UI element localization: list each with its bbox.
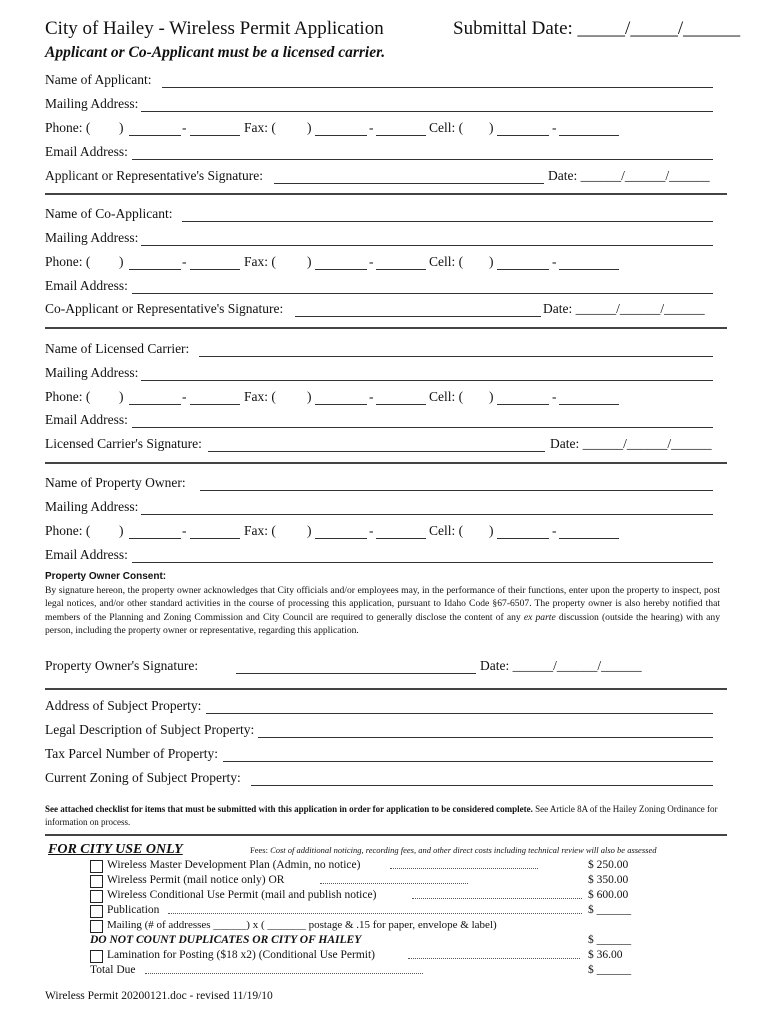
coapplicant-mailing-label: Mailing Address: (45, 230, 139, 245)
phone-field-b[interactable] (190, 538, 240, 539)
coapplicant-email-field[interactable] (132, 293, 713, 294)
fee-amount: $ 600.00 (588, 889, 629, 901)
fee-item-mailing (90, 919, 635, 934)
applicant-name-row (45, 72, 713, 90)
owner-mailing-field[interactable] (141, 514, 713, 515)
fee-amount: $ 350.00 (588, 874, 629, 886)
fax-field-a[interactable] (315, 135, 367, 136)
fax-field-a[interactable] (315, 538, 367, 539)
carrier-name-row (45, 341, 713, 359)
phone-field-a[interactable] (129, 404, 181, 405)
checkbox[interactable] (90, 860, 103, 873)
checklist-note-rest: See Article 8A of the Hailey Zoning Ordinance for information on process. (45, 804, 718, 827)
checklist-note-bold: See attached checklist for items that must be submitted with this application in order for application to be considered complete. (45, 804, 533, 814)
fees-note: Cost of additional noticing, recording fees, and other direct costs including technical review will also be assessed (270, 845, 657, 855)
section-divider (45, 462, 727, 464)
email-label: Email Address: (45, 278, 128, 293)
checkbox[interactable] (90, 905, 103, 918)
applicant-phone-row (45, 120, 713, 138)
fee-item-master-plan (90, 859, 635, 874)
section-divider (45, 688, 727, 690)
carrier-phone-row (45, 389, 713, 407)
total-due-row (90, 964, 635, 979)
coapplicant-email-row (45, 278, 713, 296)
coapplicant-signature-row (45, 301, 713, 319)
email-label: Email Address: (45, 412, 128, 427)
address-subject-field[interactable] (206, 713, 713, 714)
submittal-date[interactable]: Submittal Date: _____/_____/______ (453, 18, 741, 39)
cell-field-b[interactable] (559, 135, 619, 136)
legal-description-field[interactable] (258, 737, 713, 738)
leader-dots (320, 883, 468, 884)
consent-ex-parte: ex parte (523, 611, 556, 623)
dash: - (182, 254, 187, 269)
carrier-mailing-field[interactable] (141, 380, 713, 381)
owner-name-row (45, 475, 713, 493)
cell-field-b[interactable] (559, 404, 619, 405)
fax-label: Fax: ( (244, 120, 276, 135)
total-due-amount: $ ______ (588, 964, 632, 976)
paren: ) (119, 254, 124, 269)
carrier-email-field[interactable] (132, 427, 713, 428)
fax-label: Fax: ( (244, 254, 276, 269)
coapplicant-mailing-field[interactable] (141, 245, 713, 246)
email-label: Email Address: (45, 144, 128, 159)
phone-field-b[interactable] (190, 404, 240, 405)
fee-amount: $ 250.00 (588, 859, 629, 871)
carrier-signature-label: Licensed Carrier's Signature: (45, 436, 202, 451)
address-subject-row (45, 698, 713, 716)
carrier-name-label: Name of Licensed Carrier: (45, 341, 190, 356)
applicant-signature-row (45, 168, 713, 186)
zoning-field[interactable] (251, 785, 713, 786)
email-label: Email Address: (45, 547, 128, 562)
cell-field-a[interactable] (497, 135, 549, 136)
owner-email-row (45, 547, 713, 565)
carrier-name-field[interactable] (199, 356, 713, 357)
phone-field-b[interactable] (190, 269, 240, 270)
checklist-note (45, 803, 730, 828)
paren: ) (489, 523, 494, 538)
fee-amount: $ ______ (588, 934, 632, 946)
section-divider (45, 834, 727, 836)
fax-field-b[interactable] (376, 404, 426, 405)
dash: - (552, 254, 557, 269)
owner-name-label: Name of Property Owner: (45, 475, 186, 490)
consent-text-a: By signature hereon, the property owner acknowledges that City officials and/or employees may, in the performance of their functions, enter upon the property to inspect, post legal notices, and/or other standard activities in the course of processing this application, pursuant to Idaho Code §67-6507. The property owner is also hereby notified that members of the Planning and Zoning Commission and City Council are required to generally disclose the content of any (45, 585, 720, 623)
paren: ) (489, 120, 494, 135)
tax-parcel-row (45, 746, 713, 764)
paren: ) (307, 523, 312, 538)
carrier-signature-row (45, 436, 713, 454)
tax-parcel-label: Tax Parcel Number of Property: (45, 746, 219, 761)
phone-label: Phone: ( (45, 523, 91, 538)
fee-label: Wireless Master Development Plan (Admin, no notice) (107, 859, 361, 871)
date-field[interactable]: Date: ______/______/______ (548, 168, 710, 183)
form-title: City of Hailey - Wireless Permit Application (45, 18, 384, 39)
dash: - (182, 523, 187, 538)
fee-item-conditional-use (90, 889, 635, 904)
footer-doc-info: Wireless Permit 20200121.doc - revised 11/19/10 (45, 990, 273, 1002)
cell-field-b[interactable] (559, 269, 619, 270)
coapplicant-name-row (45, 206, 713, 224)
date-field[interactable]: Date: ______/______/______ (480, 658, 642, 673)
consent-text (45, 584, 720, 638)
cell-field-b[interactable] (559, 538, 619, 539)
owner-phone-row (45, 523, 713, 541)
cell-label: Cell: ( (429, 120, 464, 135)
paren: ) (489, 389, 494, 404)
applicant-signature-field[interactable] (274, 183, 544, 184)
applicant-signature-label: Applicant or Representative's Signature: (45, 168, 263, 183)
fee-amount: $ 36.00 (588, 949, 623, 961)
fees-header (250, 845, 656, 855)
checkbox[interactable] (90, 875, 103, 888)
carrier-mailing-row (45, 365, 713, 383)
phone-field-a[interactable] (129, 135, 181, 136)
legal-description-row (45, 722, 713, 740)
zoning-label: Current Zoning of Subject Property: (45, 770, 241, 785)
paren: ) (307, 120, 312, 135)
no-count-amount-row (90, 934, 635, 949)
total-due-label: Total Due (90, 964, 136, 976)
dash: - (552, 523, 557, 538)
date-field[interactable]: Date: ______/______/______ (550, 436, 712, 451)
tax-parcel-field[interactable] (223, 761, 713, 762)
dash: - (182, 120, 187, 135)
fax-label: Fax: ( (244, 389, 276, 404)
phone-label: Phone: ( (45, 120, 91, 135)
consent-text-b: discussion (outside the hearing) with any person, including the property owner or representative, regarding this application. (45, 611, 720, 637)
paren: ) (119, 523, 124, 538)
fax-field-b[interactable] (376, 538, 426, 539)
paren: ) (119, 120, 124, 135)
fees-label: Fees: (250, 845, 268, 855)
section-divider (45, 327, 727, 329)
fax-field-a[interactable] (315, 404, 367, 405)
cell-field-a[interactable] (497, 404, 549, 405)
paren: ) (307, 254, 312, 269)
applicant-name-field[interactable] (162, 87, 713, 88)
checkbox[interactable] (90, 890, 103, 903)
dash: - (552, 389, 557, 404)
applicant-mailing-row (45, 96, 713, 114)
coapplicant-phone-row (45, 254, 713, 272)
applicant-email-row (45, 144, 713, 162)
checkbox[interactable] (90, 920, 103, 933)
coapplicant-mailing-row (45, 230, 713, 248)
dash: - (182, 389, 187, 404)
coapplicant-name-label: Name of Co-Applicant: (45, 206, 173, 221)
paren: ) (119, 389, 124, 404)
no-count-duplicates: DO NOT COUNT DUPLICATES OR CITY OF HAILEY (90, 934, 362, 946)
carrier-mailing-label: Mailing Address: (45, 365, 139, 380)
dash: - (369, 523, 374, 538)
phone-field-b[interactable] (190, 135, 240, 136)
phone-field-a[interactable] (129, 269, 181, 270)
phone-label: Phone: ( (45, 254, 91, 269)
zoning-row (45, 770, 713, 788)
owner-mailing-row (45, 499, 713, 517)
paren: ) (307, 389, 312, 404)
owner-email-field[interactable] (132, 562, 713, 563)
applicant-email-field[interactable] (132, 159, 713, 160)
dash: - (552, 120, 557, 135)
fee-label: Wireless Permit (mail notice only) OR (107, 874, 285, 886)
fee-amount: $ ______ (588, 904, 632, 916)
leader-dots (408, 958, 580, 959)
fee-label: Wireless Conditional Use Permit (mail and publish notice) (107, 889, 377, 901)
owner-signature-label: Property Owner's Signature: (45, 658, 199, 673)
owner-signature-field[interactable] (236, 673, 476, 674)
date-field[interactable]: Date: ______/______/______ (543, 301, 705, 316)
leader-dots (145, 973, 423, 974)
paren: ) (489, 254, 494, 269)
owner-signature-row (45, 658, 713, 676)
owner-mailing-label: Mailing Address: (45, 499, 139, 514)
cell-label: Cell: ( (429, 254, 464, 269)
carrier-signature-field[interactable] (208, 451, 545, 452)
cell-label: Cell: ( (429, 523, 464, 538)
fax-field-a[interactable] (315, 269, 367, 270)
fee-label: Mailing (# of addresses ______) x ( _______ postage & .15 for paper, envelope & label) (107, 919, 497, 931)
form-subtitle: Applicant or Co-Applicant must be a licensed carrier. (45, 44, 386, 61)
owner-name-field[interactable] (200, 490, 713, 491)
coapplicant-name-field[interactable] (182, 221, 713, 222)
dash: - (369, 120, 374, 135)
address-subject-label: Address of Subject Property: (45, 698, 202, 713)
carrier-email-row (45, 412, 713, 430)
cell-field-a[interactable] (497, 538, 549, 539)
coapplicant-signature-field[interactable] (295, 316, 541, 317)
phone-field-a[interactable] (129, 538, 181, 539)
fee-item-lamination (90, 949, 635, 964)
legal-description-label: Legal Description of Subject Property: (45, 722, 255, 737)
fax-field-b[interactable] (376, 135, 426, 136)
leader-dots (412, 898, 582, 899)
applicant-name-label: Name of Applicant: (45, 72, 152, 87)
fee-label: Lamination for Posting ($18 x2) (Conditional Use Permit) (107, 949, 375, 961)
dash: - (369, 389, 374, 404)
checkbox[interactable] (90, 950, 103, 963)
cell-field-a[interactable] (497, 269, 549, 270)
phone-label: Phone: ( (45, 389, 91, 404)
applicant-mailing-field[interactable] (141, 111, 713, 112)
fee-label: Publication (107, 904, 160, 916)
cell-label: Cell: ( (429, 389, 464, 404)
applicant-mailing-label: Mailing Address: (45, 96, 139, 111)
leader-dots (390, 868, 538, 869)
section-divider (45, 193, 727, 195)
form-header (45, 18, 741, 44)
city-use-heading: FOR CITY USE ONLY (48, 842, 183, 857)
fax-label: Fax: ( (244, 523, 276, 538)
fax-field-b[interactable] (376, 269, 426, 270)
coapplicant-signature-label: Co-Applicant or Representative's Signature: (45, 301, 284, 316)
dash: - (369, 254, 374, 269)
fee-item-wireless-permit (90, 874, 635, 889)
leader-dots (168, 913, 582, 914)
consent-heading: Property Owner Consent: (45, 571, 167, 582)
fee-item-publication (90, 904, 635, 919)
